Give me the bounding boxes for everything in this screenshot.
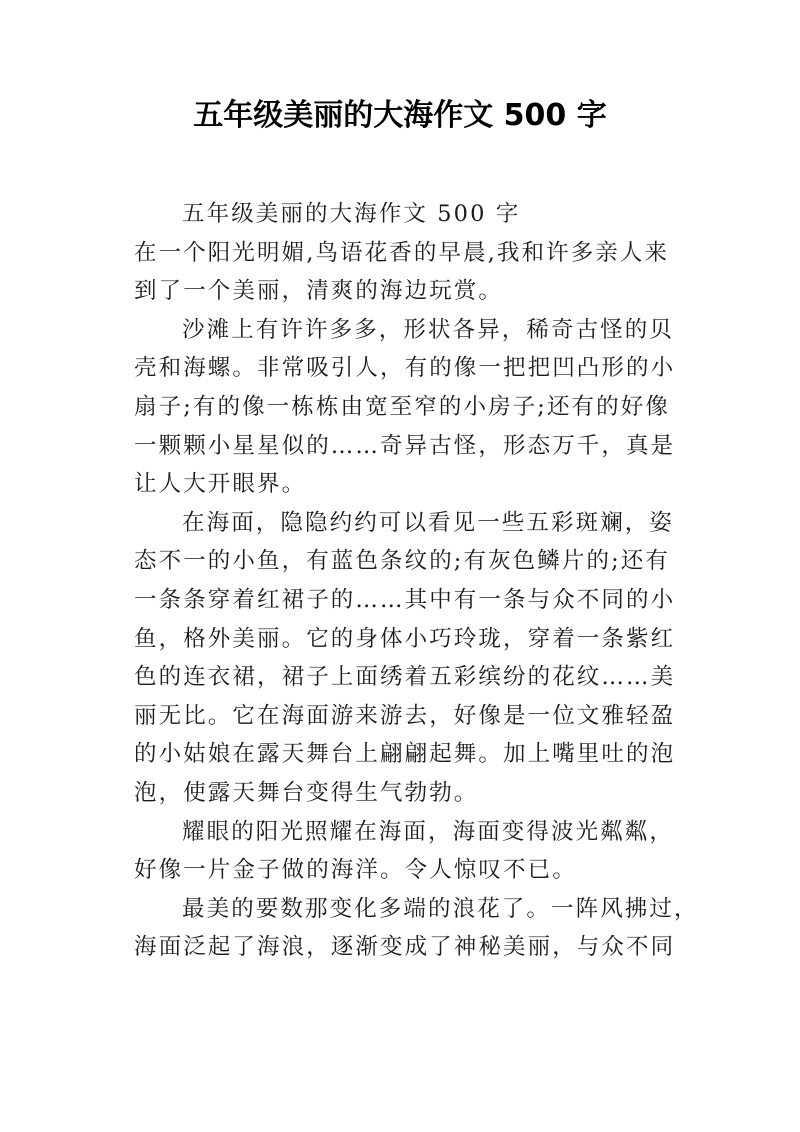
- paragraph-start-line: 在海面，隐隐约约可以看见一些五彩斑斓，姿: [182, 509, 675, 536]
- document-body: [134, 195, 699, 967]
- body-line: 色的连衣裙，裙子上面绣着五彩缤纷的花纹……美: [134, 664, 676, 691]
- body-line: 态不一的小鱼，有蓝色条纹的;有灰色鳞片的;还有: [134, 548, 670, 575]
- subtitle-line: 五年级美丽的大海作文 500 字: [182, 201, 521, 227]
- body-line: 到了一个美丽，清爽的海边玩赏。: [134, 278, 504, 305]
- body-line: 一颗颗小星星似的……奇异古怪，形态万千，真是: [134, 432, 676, 459]
- body-line: 丽无比。它在海面游来游去，好像是一位文雅轻盈: [134, 702, 676, 729]
- body-line: 扇子;有的像一栋栋由宽至窄的小房子;还有的好像: [134, 393, 670, 420]
- body-line: 让人大开眼界。: [134, 471, 307, 498]
- paragraph-start-line: 沙滩上有许许多多，形状各异，稀奇古怪的贝: [182, 316, 675, 343]
- body-line: 的小姑娘在露天舞台上翩翩起舞。加上嘴里吐的泡: [134, 741, 676, 768]
- body-line: 鱼，格外美丽。它的身体小巧玲珑，穿着一条紫红: [134, 625, 676, 652]
- paragraph-start-line: 耀眼的阳光照耀在海面，海面变得波光粼粼，: [182, 818, 675, 845]
- body-line: 好像一片金子做的海洋。令人惊叹不已。: [134, 857, 577, 884]
- body-line: 一条条穿着红裙子的……其中有一条与众不同的小: [134, 586, 676, 613]
- body-line: 泡，使露天舞台变得生气勃勃。: [134, 779, 479, 806]
- body-line: 海面泛起了海浪，逐渐变成了神秘美丽，与众不同: [134, 934, 676, 961]
- body-line: 壳和海螺。非常吸引人，有的像一把把凹凸形的小: [134, 355, 676, 382]
- document-title: 五年级美丽的大海作文 500 字: [193, 98, 607, 133]
- paragraph-start-line: 最美的要数那变化多端的浪花了。一阵风拂过，: [182, 895, 699, 922]
- body-line: 在一个阳光明媚,鸟语花香的早晨,我和许多亲人来: [134, 239, 670, 266]
